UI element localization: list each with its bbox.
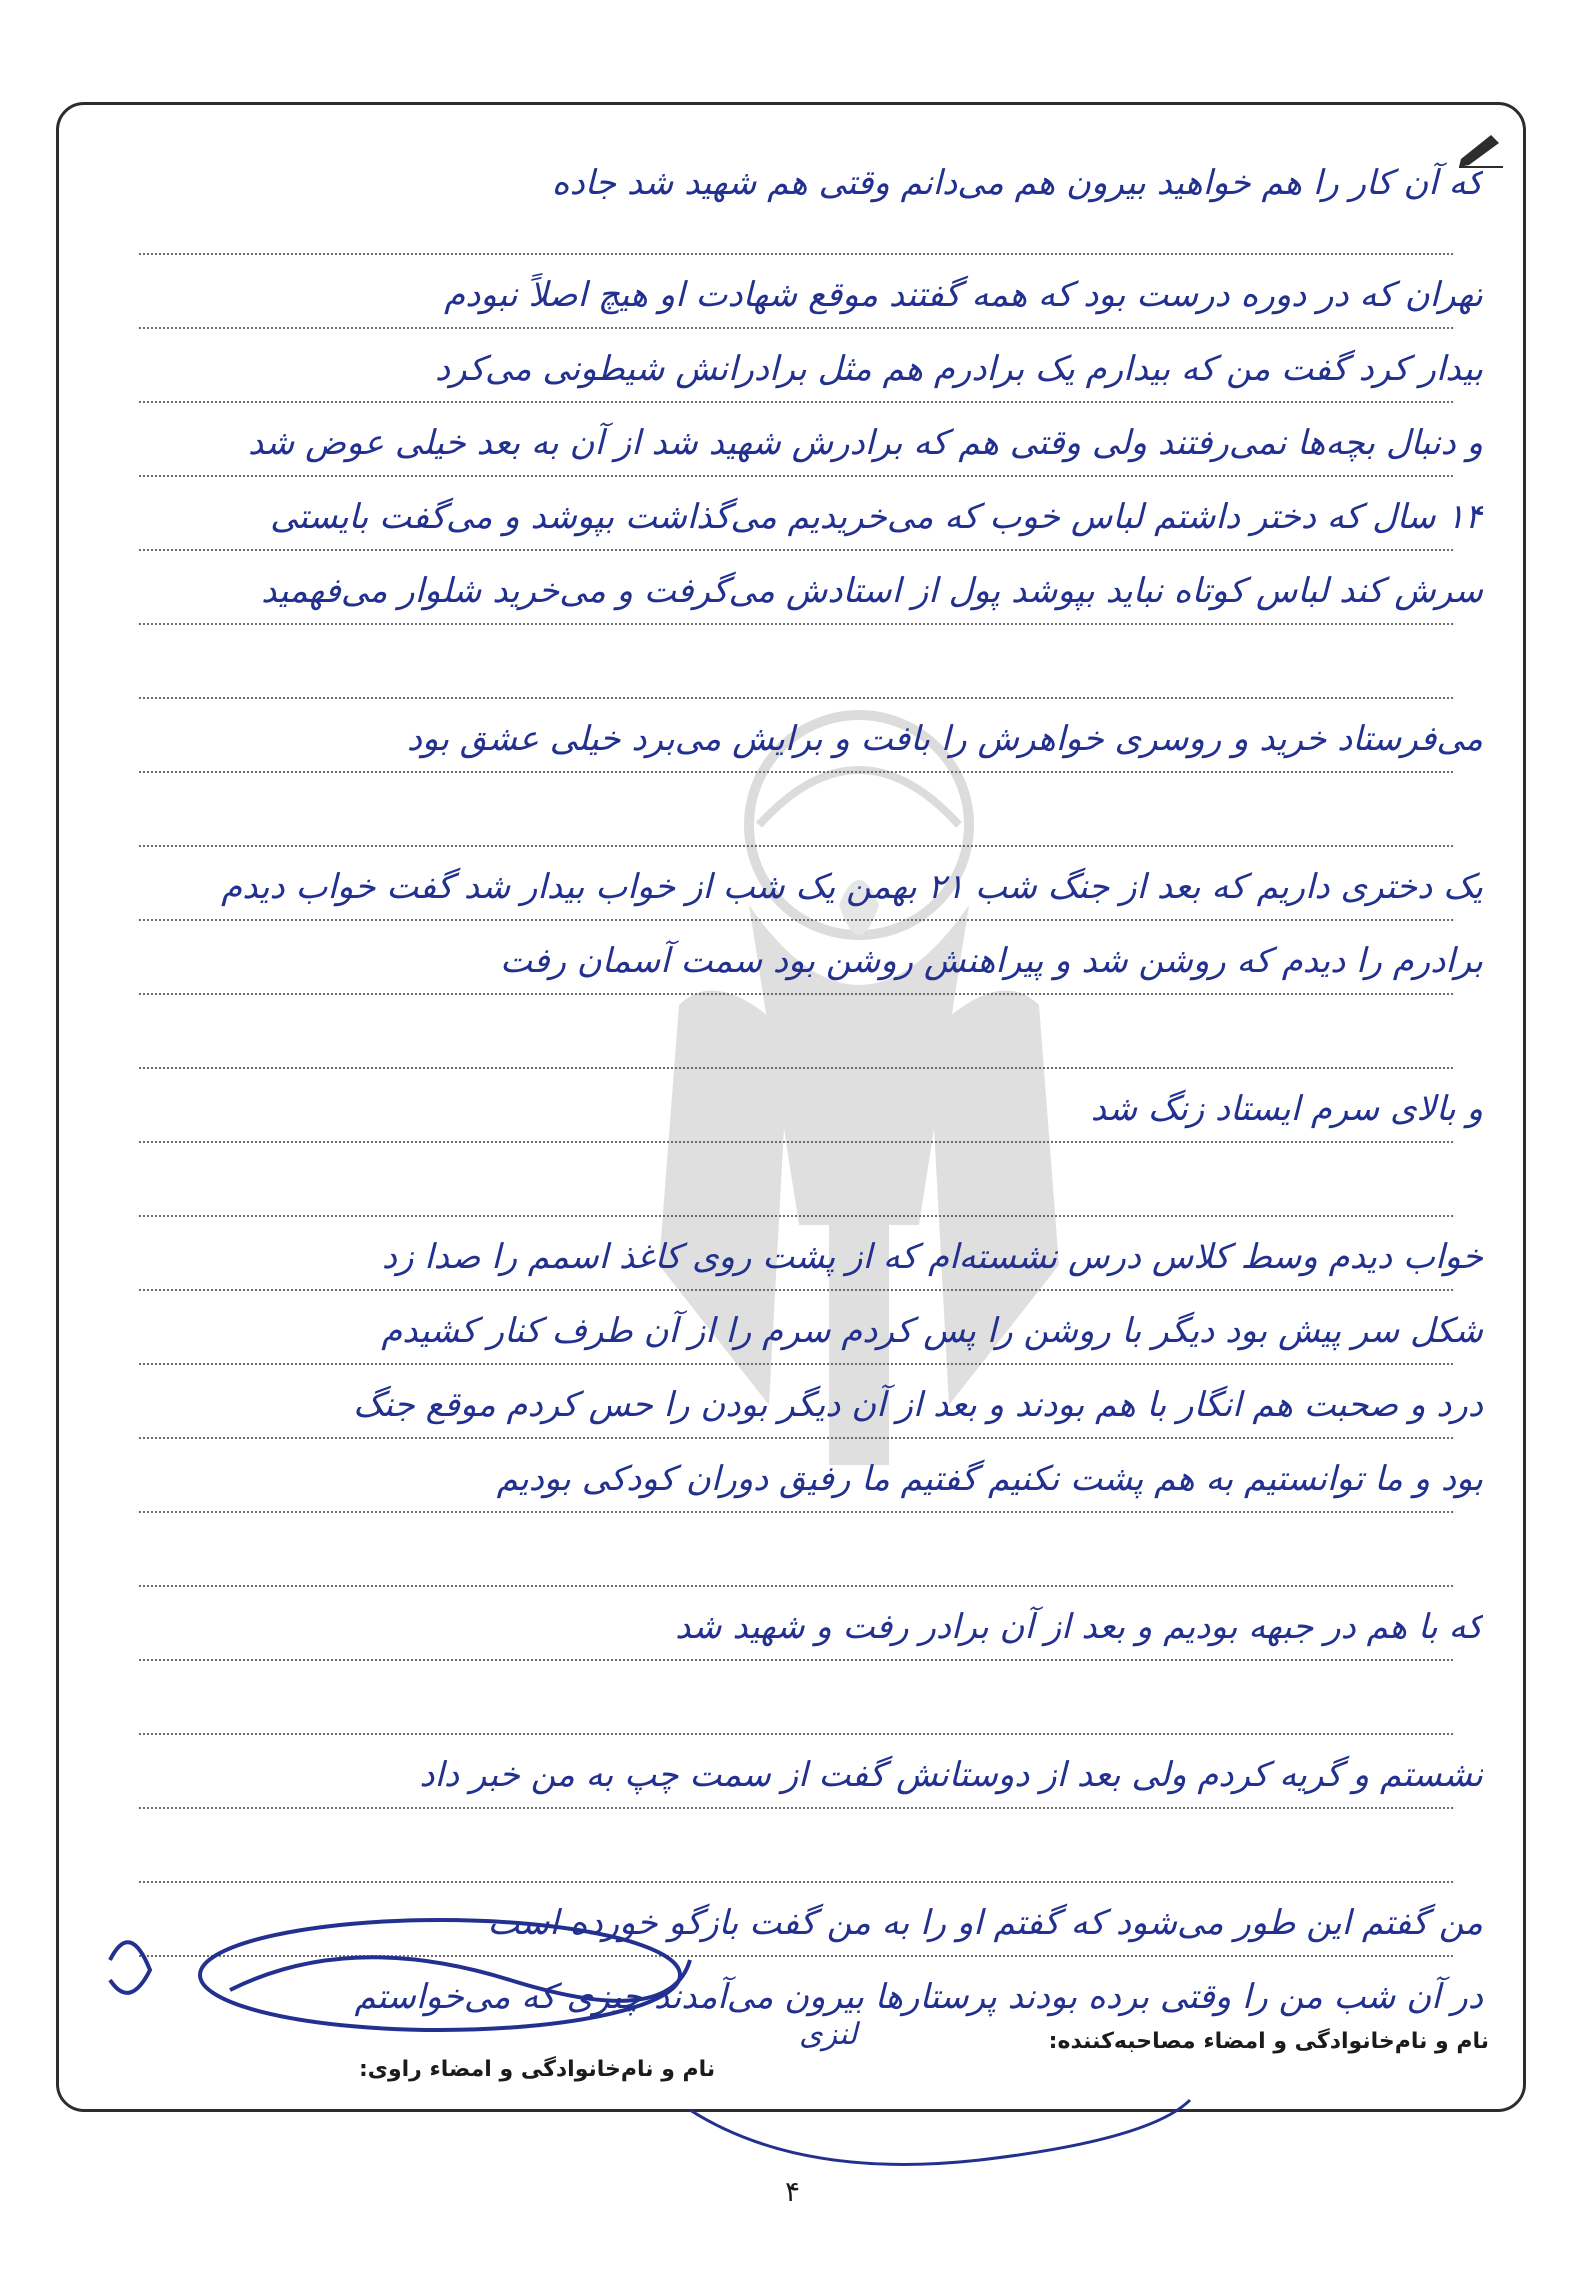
- dotted-rule: [139, 1511, 1453, 1513]
- handwritten-line: که با هم در جبهه بودیم و بعد از آن برادر رفت و شهید شد: [675, 1607, 1483, 1647]
- handwritten-line: ۱۴ سال که دختر داشتم لباس خوب که می‌خریدیم می‌گذاشت بپوشد و می‌گفت بایستی: [270, 497, 1483, 537]
- handwritten-line: یک دختری داریم که بعد از جنگ شب ۲۱ بهمن یک شب از خواب بیدار شد گفت خواب دیدم: [221, 867, 1483, 907]
- interviewer-signature-label: نام و نام‌خانوادگی و امضاء مصاحبه‌کننده:: [1048, 2029, 1489, 2054]
- dotted-rule: [139, 401, 1453, 403]
- handwritten-line: تهران که در دوره درست بود که همه گفتند موقع شهادت او هیچ اصلاً نبودم: [444, 275, 1483, 315]
- handwritten-line: بود و ما توانستیم به هم پشت نکنیم گفتیم ما رفیق دوران کودکی بودیم: [496, 1459, 1483, 1499]
- handwritten-line: و دنبال بچه‌ها نمی‌رفتند ولی وقتی هم که برادرش شهید شد از آن به بعد خیلی عوض شد: [247, 423, 1483, 463]
- dotted-rule: [139, 1141, 1453, 1143]
- handwritten-line: می‌فرستاد خرید و روسری خواهرش را بافت و برایش می‌برد خیلی عشق بود: [406, 719, 1483, 759]
- dotted-rule: [139, 845, 1453, 847]
- dotted-rule: [139, 1733, 1453, 1735]
- handwritten-line: و بالای سرم ایستاد زنگ شد: [1090, 1089, 1483, 1129]
- dotted-rule: [139, 549, 1453, 551]
- handwritten-line: من گفتم این طور می‌شود که گفتم او را به من گفت بازگو خورده است: [487, 1903, 1483, 1943]
- handwritten-line: خواب دیدم وسط کلاس درس نشسته‌ام که از پشت روی کاغذ اسمم را صدا زد: [381, 1237, 1483, 1277]
- signature-footer: [59, 1999, 1523, 2109]
- dotted-rule: [139, 1363, 1453, 1365]
- handwritten-body: [59, 105, 1523, 2109]
- dotted-rule: [139, 1215, 1453, 1217]
- handwritten-line: برادرم را دیدم که روشن شد و پیراهنش روشن بود سمت آسمان رفت: [499, 941, 1483, 981]
- dotted-rule: [139, 1437, 1453, 1439]
- dotted-rule: [139, 993, 1453, 995]
- page-number: ۴: [784, 2175, 801, 2208]
- handwritten-line: نشستم و گریه کردم ولی بعد از دوستانش گفت از سمت چپ به من خبر داد: [419, 1755, 1483, 1795]
- handwritten-line: بیدار کرد گفت من که بیدارم یک برادرم هم مثل برادرانش شیطونی می‌کرد: [434, 349, 1483, 389]
- interviewer-signature: لنزی: [799, 2017, 858, 2052]
- narrator-signature-label: نام و نام‌خانوادگی و امضاء راوی:: [359, 2057, 716, 2082]
- handwritten-line: در آن شب من را وقتی برده بودند پرستارها بیرون می‌آمدند چیزی که می‌خواستم: [354, 1977, 1483, 2017]
- dotted-rule: [139, 1289, 1453, 1291]
- dotted-rule: [139, 1881, 1453, 1883]
- dotted-rule: [139, 771, 1453, 773]
- dotted-rule: [139, 919, 1453, 921]
- dotted-rule: [139, 327, 1453, 329]
- handwritten-line: درد و صحبت هم انگار با هم بودند و بعد از آن دیگر بودن را حس کردم موقع جنگ: [353, 1385, 1483, 1425]
- dotted-rule: [139, 1585, 1453, 1587]
- handwritten-line: که آن کار را هم خواهید بیرون هم می‌دانم وقتی هم شهید شد جاده: [551, 163, 1483, 203]
- dotted-rule: [139, 1659, 1453, 1661]
- dotted-rule: [139, 697, 1453, 699]
- dotted-rule: [139, 475, 1453, 477]
- dotted-rule: [139, 253, 1453, 255]
- dotted-rule: [139, 1807, 1453, 1809]
- handwritten-line: سرش کند لباس کوتاه نباید بپوشد پول از استادش می‌گرفت و می‌خرید شلوار می‌فهمید: [261, 571, 1483, 611]
- dotted-rule: [139, 1955, 1453, 1957]
- page-frame: [56, 102, 1526, 2112]
- dotted-rule: [139, 623, 1453, 625]
- dotted-rule: [139, 1067, 1453, 1069]
- handwritten-line: شکل سر پیش بود دیگر با روشن را پس کردم سرم را از آن طرف کنار کشیدم: [381, 1311, 1483, 1351]
